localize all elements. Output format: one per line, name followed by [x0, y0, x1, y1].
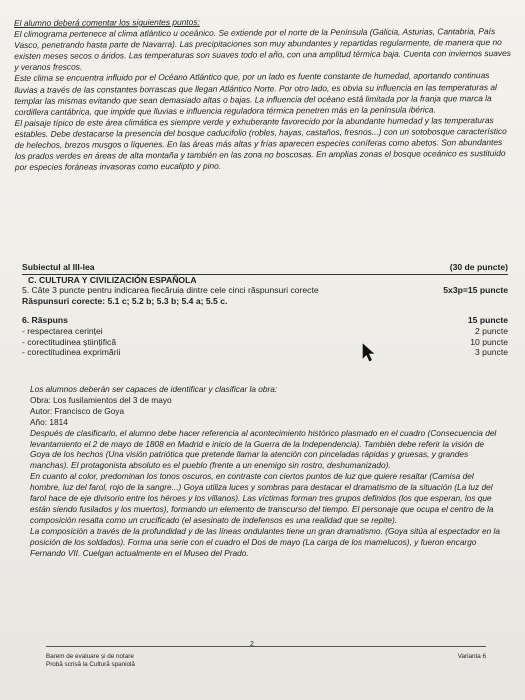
artwork-author: Autor: Francisco de Goya: [30, 405, 125, 416]
paragraph: En cuanto al color, predominan los tonos oscuros, en contraste con ciertos puntos de luz que quiere resaltar (Camisa del hombre, luz del farol, rojo de la sangre...) Goya utiliza luces y sombras para destacar el dramatismo de la situación (La luz del farol hace de eje divisorio entre los héroes y los villanos). Las víctimas forman tres grupos definidos (los que esperan, los que están siendo fusilados y los muertos), formando un elemento de transcurso del tiempo. El personaje que ocupa el centro de la composición resalta como un crucificado (el asesinato de indefensos es una realidad que se repite).: [30, 471, 494, 525]
mouse-cursor-icon: [362, 343, 376, 363]
climate-commentary-section: [14, 15, 515, 173]
artwork-title: Obra: Los fusilamientos del 3 de mayo: [30, 394, 172, 405]
artwork-year: Año: 1814: [30, 416, 68, 427]
question-5-row: [22, 285, 508, 296]
paragraph: Después de clasificarlo, el alumno debe hacer referencia al acontecimiento histórico plasmado en el cuadro (Consecuencia del levantamiento el 2 de mayo de 1808 en Madrid e inicio de la Guerra de la Independencia). También debe referir la visión de Goya de los hechos (Una visión patriótica que pretende llamar la atención con pinceladas rápidas y gruesas, y grandes manchas). El protagonista absoluto es el pueblo (frente a un enemigo sin rostro, deshumanizado).: [30, 427, 497, 471]
paragraph: El climograma pertenece al clima atlántico u oceánico. Se extiende por el norte de la Península (Galicia, Asturias, Cantabria, País Vasco, penetrando hasta parte de Navarra). Las precipitaciones son muy abundantes y repartidas regularmente, de manera que no existen meses secos o áridos. Las temperaturas son suaves todo el año, con una amplitud térmica baja. Cuenta con inviernos suaves y veranos frescos.: [14, 26, 511, 73]
footer-line: Barem de evaluare și de notare: [46, 653, 134, 660]
criterion-points: 10 puncte: [470, 336, 508, 347]
page-number: 2: [250, 641, 254, 648]
criterion-item: - corectitudinea exprimării: [22, 347, 121, 358]
footer-line: Probă scrisă la Cultură spaniolă: [46, 661, 135, 668]
question-6-total: 15 puncte: [467, 315, 508, 326]
question-6-block: [22, 315, 508, 357]
section-label: C. CULTURA Y CIVILIZACIÓN ESPAÑOLA: [28, 274, 197, 285]
question-5-text: 5. Câte 3 puncte pentru indicarea fiecăruia dintre cele cinci răspunsuri corecte: [22, 285, 319, 296]
variant-label: Varianta 6: [457, 653, 486, 660]
artwork-commentary-section: [30, 384, 506, 559]
paragraph: La composición a través de la profundidad y de las líneas ondulantes tiene un gran dramatismo. (Goya sitúa al espectador en la posición de los soldados). Forma una serie con el cuadro el Dos de mayo (La carga de los mamelucos), y fueron encargo Fernando VII. Cuelgan actualmente en el Museo del Prado.: [30, 525, 500, 558]
section-heading: El alumno deberá comentar los siguientes puntos:: [14, 16, 200, 28]
question-6-title: 6. Răspuns: [22, 315, 68, 326]
criterion-item: - corectitudinea științifică: [22, 336, 117, 347]
intro-line: Los alumnos deberán ser capaces de identificar y clasificar la obra:: [30, 384, 278, 394]
subject-title: Subiectul al III-lea: [22, 262, 95, 272]
criterion-points: 3 puncte: [475, 347, 508, 358]
question-5-points: 5x3p=15 puncte: [443, 285, 508, 296]
criterion-points: 2 puncte: [475, 325, 508, 336]
question-6-criteria: [22, 315, 120, 357]
paragraph: Este clima se encuentra influido por el Océano Atlántico que, por un lado es fuente constante de humedad, aportando continuas lluvias a través de las constantes borrascas que llegan Atlántico Norte. Por otro lado, es obvia su influencia en las temperaturas al templar las mismas evitando que sean demasiado altas o bajas. La influencia del océano está limitada por la franja que marca la cordillera cantábrica, que impide que lluvias e influencia reguladora térmica penetren más en la península ibérica.: [14, 70, 497, 117]
subject-header: [22, 262, 508, 275]
paragraph: El paisaje típico de este área climática es siempre verde y exhuberante favorecido por la abundante humedad y las temperaturas estables. Debe destacarse la presencia del bosque caducifolio (robles, hayas, castaños, fresnos...) con un sotobosque característico de helechos, brezos musgos o líquenes. En las áreas más altas y frías aparecen especies coníferas como abetos. Son abundantes los prados verdes en áreas de alta montaña y también en las zona no boscosas. En amplias zonas el bosque oceánico es sustituido por especies foráneas invasoras como eucalipto y pino.: [14, 114, 507, 173]
question-6-points: [468, 315, 508, 357]
criterion-item: - respectarea cerinței: [22, 325, 103, 336]
question-5-answers: Răspunsuri corecte: 5.1 c; 5.2 b; 5.3 b; 5.4 a; 5.5 c.: [22, 295, 228, 306]
page-footer: [46, 641, 486, 669]
subject-three-section: [22, 262, 508, 358]
subject-points: (30 de puncte): [449, 262, 508, 272]
